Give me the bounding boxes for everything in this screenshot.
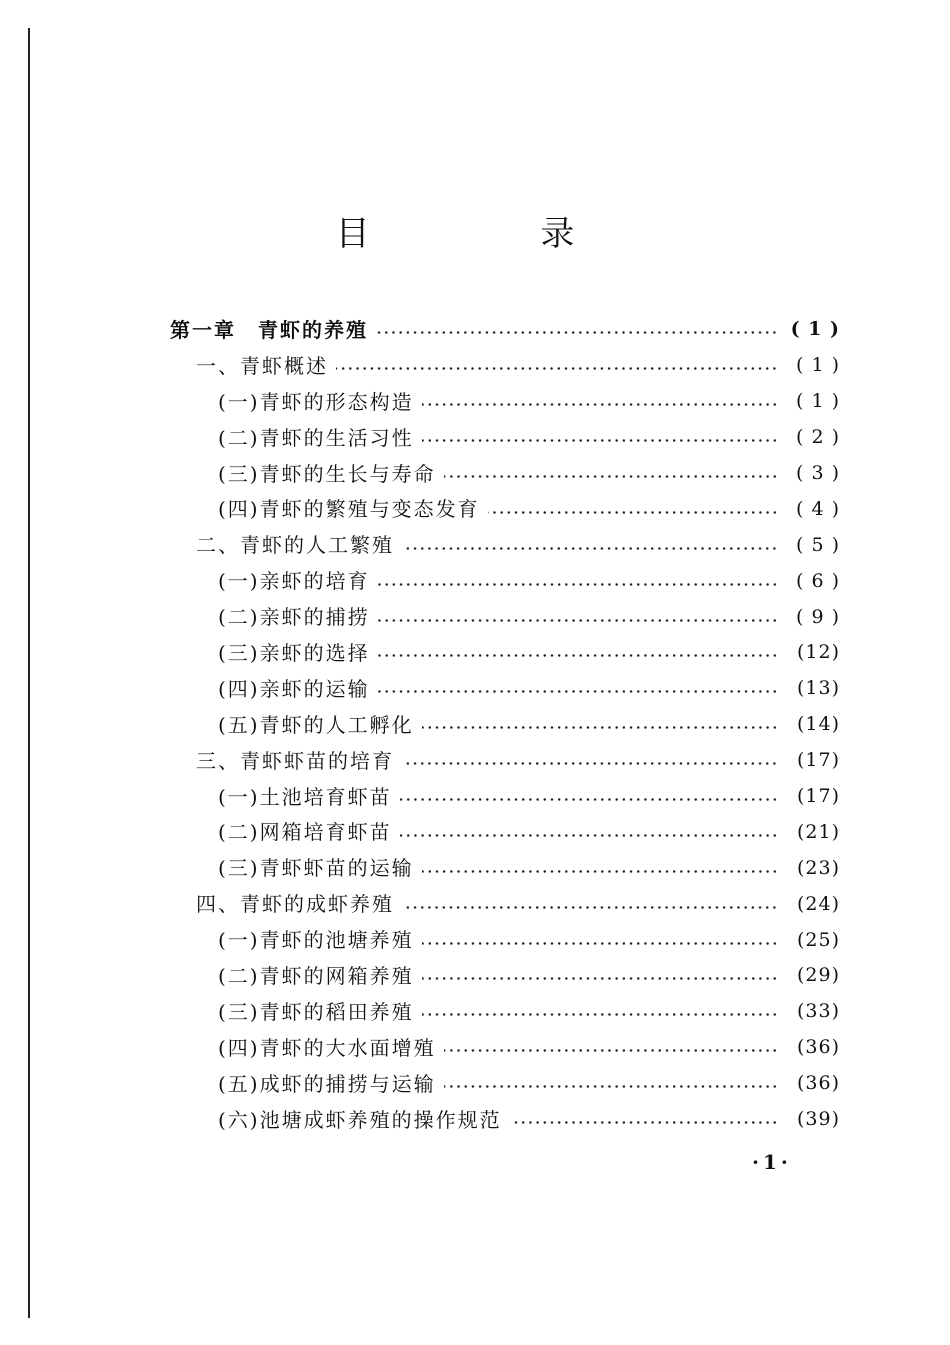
toc-entry-page: ( 4 ) (796, 497, 840, 520)
dot-leader (378, 619, 778, 622)
toc-entry-page: ( 1 ) (796, 390, 840, 413)
toc-entry[interactable] (0, 958, 950, 994)
toc-entry[interactable] (0, 850, 950, 886)
dot-leader (422, 726, 778, 729)
toc-entry-page: (39) (796, 1108, 840, 1131)
table-of-contents (0, 312, 950, 1137)
toc-entry-page: (13) (796, 677, 840, 700)
toc-entry-title: (四)青虾的繁殖与变态发育 (218, 497, 480, 522)
toc-entry-page: (21) (796, 820, 840, 843)
toc-entry-page: ( 1 ) (796, 354, 840, 377)
toc-entry-title: (二)青虾的网箱养殖 (218, 963, 414, 988)
toc-entry-title: (五)成虾的捕捞与运输 (218, 1071, 436, 1096)
toc-entry-page: ( 9 ) (796, 605, 840, 628)
toc-entry[interactable] (0, 635, 950, 671)
toc-entry-title: (三)青虾的生长与寿命 (218, 461, 436, 486)
toc-entry-page: (23) (796, 856, 840, 879)
dot-leader (378, 654, 778, 657)
dot-leader (422, 942, 778, 945)
toc-entry-page: (29) (796, 964, 840, 987)
dot-leader (422, 977, 778, 980)
toc-entry-title: 四、青虾的成虾养殖 (196, 892, 394, 917)
dot-leader (422, 439, 778, 442)
toc-entry-title: (二)青虾的生活习性 (218, 425, 414, 450)
dot-leader (402, 547, 778, 550)
toc-entry[interactable] (0, 1066, 950, 1102)
toc-entry-title: (一)青虾的形态构造 (218, 389, 414, 414)
toc-entry[interactable] (0, 707, 950, 743)
toc-entry[interactable] (0, 599, 950, 635)
dot-leader (510, 1121, 778, 1124)
dot-leader (422, 870, 778, 873)
dot-leader (422, 403, 778, 406)
toc-entry-page: (14) (796, 713, 840, 736)
toc-entry-page: (33) (796, 1000, 840, 1023)
toc-entry-title: (四)青虾的大水面增殖 (218, 1035, 436, 1060)
toc-entry-page: (36) (796, 1072, 840, 1095)
dot-leader (402, 906, 778, 909)
toc-entry[interactable] (0, 671, 950, 707)
toc-entry-title: 第一章 青虾的养殖 (170, 317, 368, 342)
toc-entry-title: 一、青虾概述 (196, 353, 328, 378)
dot-leader (444, 1085, 778, 1088)
toc-entry[interactable] (0, 1030, 950, 1066)
toc-entry[interactable] (0, 420, 950, 456)
toc-entry-title: (一)土池培育虾苗 (218, 784, 392, 809)
page-title: 目 录 (335, 214, 655, 254)
toc-entry-title: (三)亲虾的选择 (218, 640, 370, 665)
toc-entry-page: (17) (796, 749, 840, 772)
toc-entry-page: ( 3 ) (796, 462, 840, 484)
toc-entry[interactable] (0, 886, 950, 922)
page-number: ·1· (752, 1150, 792, 1174)
toc-entry-page: ( 6 ) (796, 569, 840, 592)
toc-entry[interactable] (0, 922, 950, 958)
dot-leader (444, 1049, 778, 1052)
dot-leader (444, 475, 778, 478)
toc-entry[interactable] (0, 563, 950, 599)
dot-leader (376, 331, 778, 334)
dot-leader (402, 762, 778, 765)
toc-entry[interactable] (0, 384, 950, 420)
toc-entry[interactable] (0, 994, 950, 1030)
dot-leader (336, 367, 778, 370)
toc-entry-title: (二)网箱培育虾苗 (218, 820, 392, 845)
dot-leader (378, 583, 778, 586)
toc-entry-page: (36) (796, 1036, 840, 1059)
toc-entry[interactable] (0, 743, 950, 779)
toc-entry-title: 二、青虾的人工繁殖 (196, 533, 394, 558)
dot-leader (400, 834, 778, 837)
dot-leader (400, 798, 778, 801)
toc-entry[interactable] (0, 814, 950, 850)
toc-entry[interactable] (0, 491, 950, 527)
toc-entry[interactable] (0, 779, 950, 815)
toc-entry-title: (四)亲虾的运输 (218, 676, 370, 701)
toc-entry[interactable] (0, 348, 950, 384)
toc-entry[interactable] (0, 456, 950, 492)
dot-leader (422, 1013, 778, 1016)
toc-entry-title: (三)青虾的稻田养殖 (218, 999, 414, 1024)
toc-entry-page: (25) (796, 928, 840, 951)
toc-entry-page: ( 1 ) (790, 318, 840, 341)
toc-entry-page: ( 5 ) (796, 533, 840, 556)
toc-entry-title: (六)池塘成虾养殖的操作规范 (218, 1107, 502, 1132)
toc-entry-title: (三)青虾虾苗的运输 (218, 856, 414, 881)
toc-entry[interactable] (0, 1102, 950, 1138)
dot-leader (378, 690, 778, 693)
toc-entry[interactable] (0, 527, 950, 563)
toc-entry-title: 三、青虾虾苗的培育 (196, 748, 394, 773)
toc-entry-page: ( 2 ) (796, 426, 840, 449)
toc-entry-page: (17) (796, 785, 840, 808)
dot-leader (488, 511, 778, 514)
toc-entry-title: (二)亲虾的捕捞 (218, 605, 370, 630)
toc-entry-title: (一)亲虾的培育 (218, 569, 370, 594)
toc-entry-title: (五)青虾的人工孵化 (218, 712, 414, 737)
toc-entry[interactable] (0, 312, 950, 348)
toc-entry-page: (24) (796, 892, 840, 915)
toc-entry-page: (12) (796, 641, 840, 664)
toc-entry-title: (一)青虾的池塘养殖 (218, 928, 414, 953)
